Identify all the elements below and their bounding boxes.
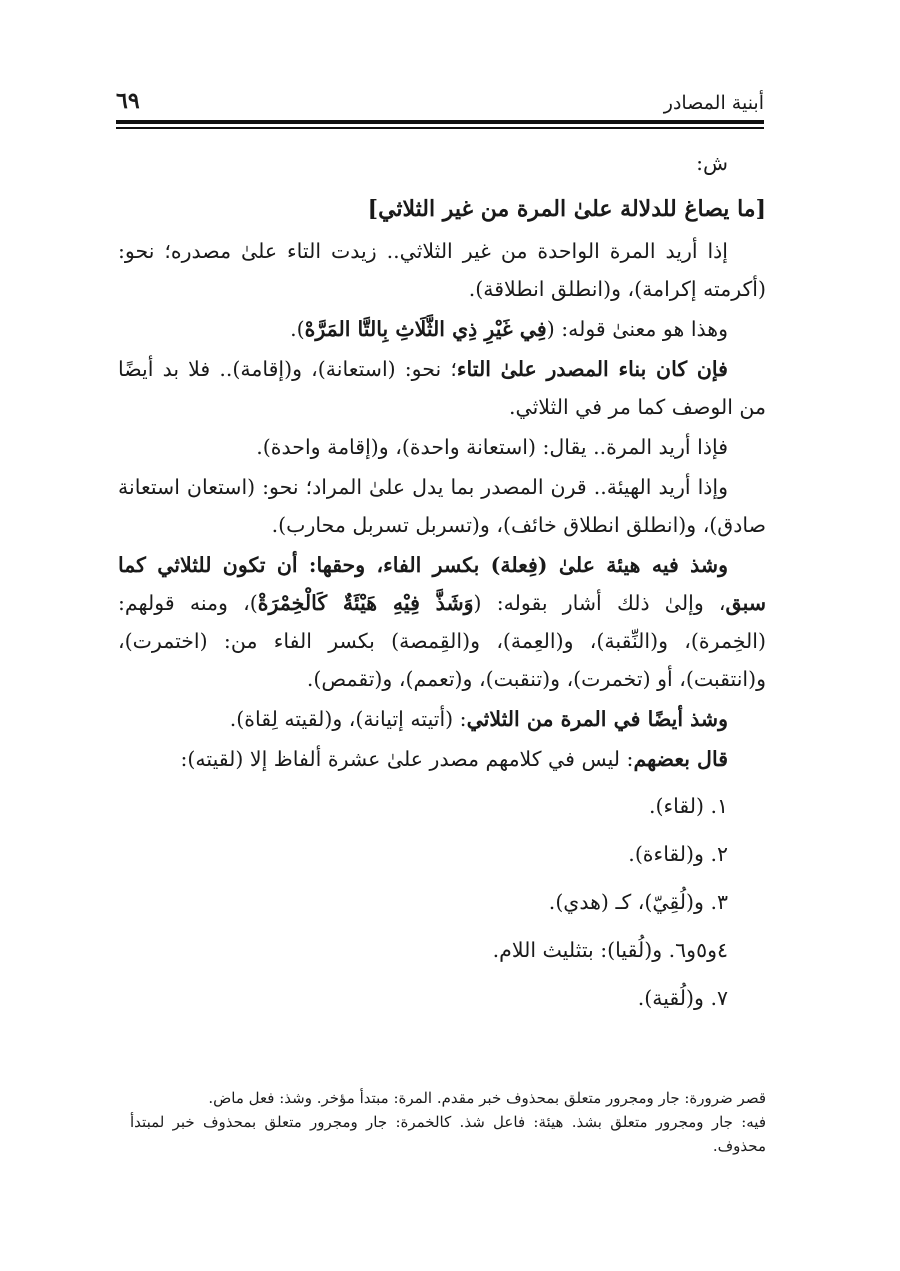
paragraph-5: وإذا أريد الهيئة.. قرن المصدر بما يدل علىٰ المراد؛ نحو: (استعان استعانة صادق)، و(انطلق انطلاق خائف)، و(تسربل تسربل محارب). <box>118 475 766 537</box>
list-item: ٣. و(لُقِيّ)، كـ (هدي). <box>548 890 728 914</box>
page-header <box>116 82 764 114</box>
paragraph-3 <box>118 350 766 426</box>
paragraph-2-text-a: وهذا هو معنىٰ قوله: ( <box>546 317 728 341</box>
footnote-line-1: قصر ضرورة: جار ومجرور متعلق بمحذوف خبر مقدم. المرة: مبتدأ مؤخر. وشذ: فعل ماض. <box>208 1089 766 1107</box>
paragraph-3-bold: فإن كان بناء المصدر علىٰ التاء <box>456 357 728 381</box>
footnote-line-2: فيه: جار ومجرور متعلق بشذ. هيئة: فاعل شذ. كالخمرة: جار ومجرور متعلق بمحذوف خبر لمبتدأ محذوف. <box>130 1113 766 1155</box>
running-title: أبنية المصادر <box>663 92 764 114</box>
section-heading: [ما يصاغ للدلالة علىٰ المرة من غير الثلاثي] <box>367 196 766 222</box>
paragraph-8-text: : ليس في كلامهم مصدر علىٰ عشرة ألفاظ إلا (لقيته): <box>180 747 634 771</box>
paragraph-2 <box>118 310 766 348</box>
page-body <box>118 142 766 1022</box>
paragraph-6-text-a: ، وإلىٰ ذلك أشار بقوله: ( <box>473 591 726 615</box>
header-rule-thick <box>116 120 764 124</box>
forms-list <box>118 782 766 1022</box>
paragraph-8 <box>118 740 766 778</box>
page-number: ٦٩ <box>116 88 140 114</box>
paragraph-1: إذا أريد المرة الواحدة من غير الثلاثي.. زيدت التاء علىٰ مصدره؛ نحو: (أكرمته إكرامة)، و(انطلق انطلاقة). <box>118 239 766 301</box>
paragraph-2-text-b: ). <box>290 317 305 341</box>
list-item: ٢. و(لقاءة). <box>628 842 728 866</box>
paragraph-6 <box>118 546 766 698</box>
footnotes <box>130 1086 766 1158</box>
paragraph-6-bold: وشذ فيه هيئة علىٰ (فِعلة) بكسر الفاء، وحقها: أن تكون للثلاثي كما سبق <box>118 553 766 615</box>
paragraph-8-bold: قال بعضهم <box>633 747 728 771</box>
list-item: ٤و٥و٦. و(لُقيا): بتثليث اللام. <box>492 938 728 962</box>
list-item: ٧. و(لُقية). <box>637 986 728 1010</box>
paragraph-7 <box>118 700 766 738</box>
list-item: ١. (لقاء). <box>648 794 728 818</box>
paragraph-4: فإذا أريد المرة.. يقال: (استعانة واحدة)، و(إقامة واحدة). <box>256 435 728 459</box>
verse-quote-1: فِي غَيْرِ ذِي الثَّلَاثِ بِالتَّا المَرَّهْ <box>304 317 547 341</box>
paragraph-7-bold: وشذ أيضًا في المرة من الثلاثي <box>466 707 728 731</box>
paragraph-3-text: ؛ نحو: (استعانة)، و(إقامة).. فلا بد أيضًا من الوصف كما مر في الثلاثي. <box>118 357 766 419</box>
paragraph-6-text-b: )، ومنه قولهم: (الخِمرة)، و(النِّقبة)، و(العِمة)، و(القِمصة) بكسر الفاء من: (اختمرت)، و(انتقبت)، أو (تخمرت)، و(تنقبت)، و(تعمم)، و(تقمص). <box>118 591 766 691</box>
commentary-marker: ش: <box>696 151 728 175</box>
verse-quote-2: وَشَذَّ فِيْهِ هَيْئَةٌ كَالْخِمْرَةْ <box>257 591 474 615</box>
paragraph-7-text: : (أتيته إتيانة)، و(لقيته لِقاة). <box>229 707 467 731</box>
header-rule-thin <box>116 127 764 129</box>
